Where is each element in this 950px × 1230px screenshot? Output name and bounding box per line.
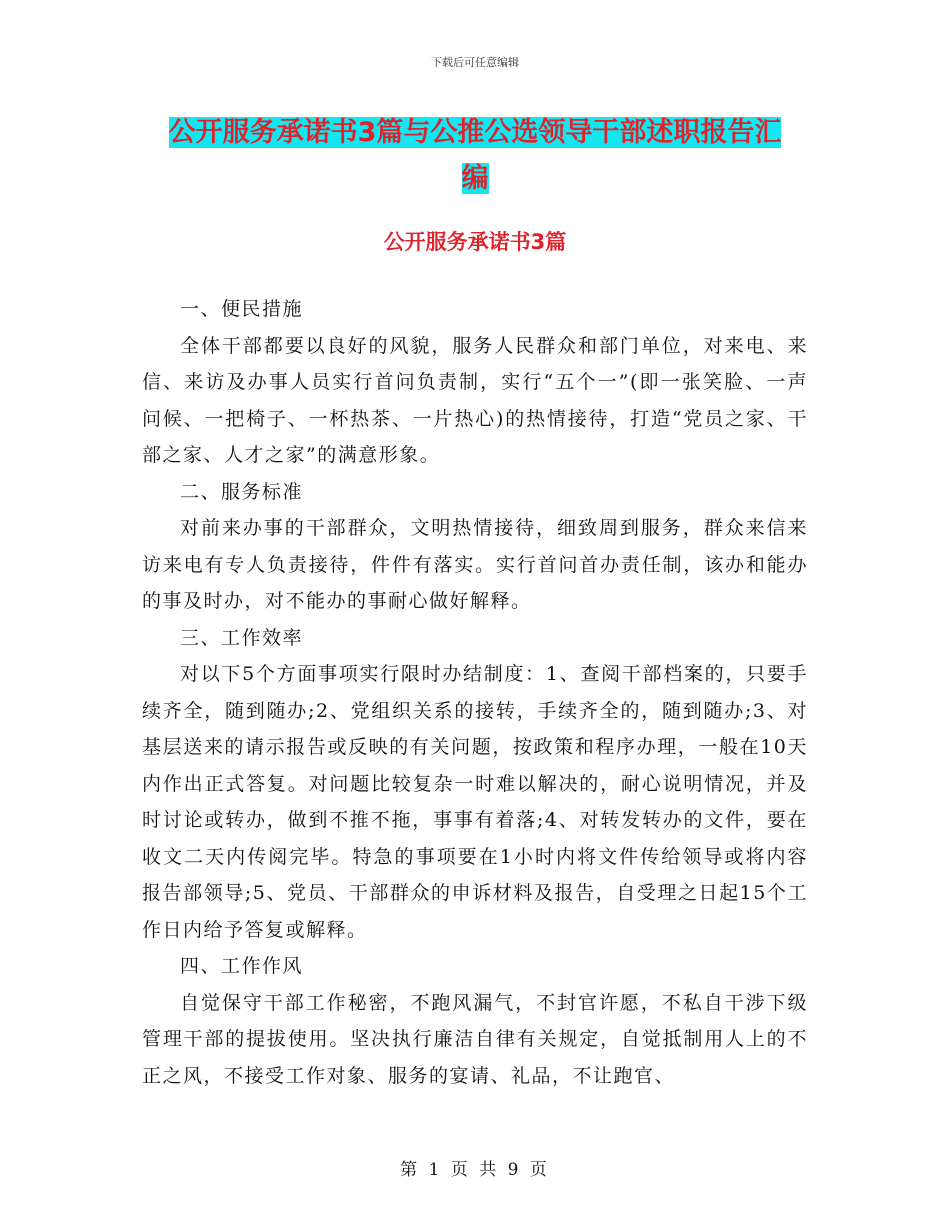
paragraph-work-efficiency: 对以下5个方面事项实行限时办结制度：1、查阅干部档案的，只要手续齐全，随到随办;2、党组织关系的接转，手续齐全的，随到随办;3、对基层送来的请示报告或反映的有关问题，按政策和程序办理，一般在10天内作出正式答复。对问题比较复杂一时难以解决的，耐心说明情况，并及时讨论或转办，做到不推不拖，事事有着落;4、对转发转办的文件，要在收文二天内传阅完毕。特急的事项要在1小时内将文件传给领导或将内容报告部领导;5、党员、干部群众的申诉材料及报告，自受理之日起15个工作日内给予答复或解释。 xyxy=(142,663,808,941)
heading-convenience-measures: 一、便民措施 xyxy=(180,298,304,320)
header-note: 下载后可任意编辑 xyxy=(431,56,519,69)
paragraph-service-standards: 对前来办事的干部群众，文明热情接待，细致周到服务，群众来信来访来电有专人负责接待，件件有落实。实行首问首办责任制，该办和能办的事及时办，对不能办的事耐心做好解释。 xyxy=(142,517,808,612)
paragraph-work-style: 自觉保守干部工作秘密，不跑风漏气，不封官许愿，不私自干涉下级管理干部的提拔使用。坚决执行廉洁自律有关规定，自觉抵制用人上的不正之风，不接受工作对象、服务的宴请、礼品，不让跑官、 xyxy=(142,991,808,1087)
page-number: 第 1 页 共 9 页 xyxy=(400,1160,550,1180)
document-body xyxy=(142,291,808,1094)
document-title-line-2: 编 xyxy=(461,163,489,194)
heading-service-standards: 二、服务标准 xyxy=(180,480,304,503)
section-title: 公开服务承诺书3篇 xyxy=(383,230,567,254)
heading-work-style: 四、工作作风 xyxy=(180,955,304,977)
paragraph-convenience-measures: 全体干部都要以良好的风貌，服务人民群众和部门单位，对来电、来信、来访及办事人员实行首问负责制，实行“五个一”(即一张笑脸、一声问候、一把椅子、一杯热茶、一片热心)的热情接待，打造“党员之家、干部之家、人才之家”的满意形象。 xyxy=(142,334,808,466)
document-title-line-1: 公开服务承诺书3篇与公推公选领导干部述职报告汇 xyxy=(168,117,782,148)
document-title xyxy=(140,110,810,202)
heading-work-efficiency: 三、工作效率 xyxy=(180,626,304,649)
